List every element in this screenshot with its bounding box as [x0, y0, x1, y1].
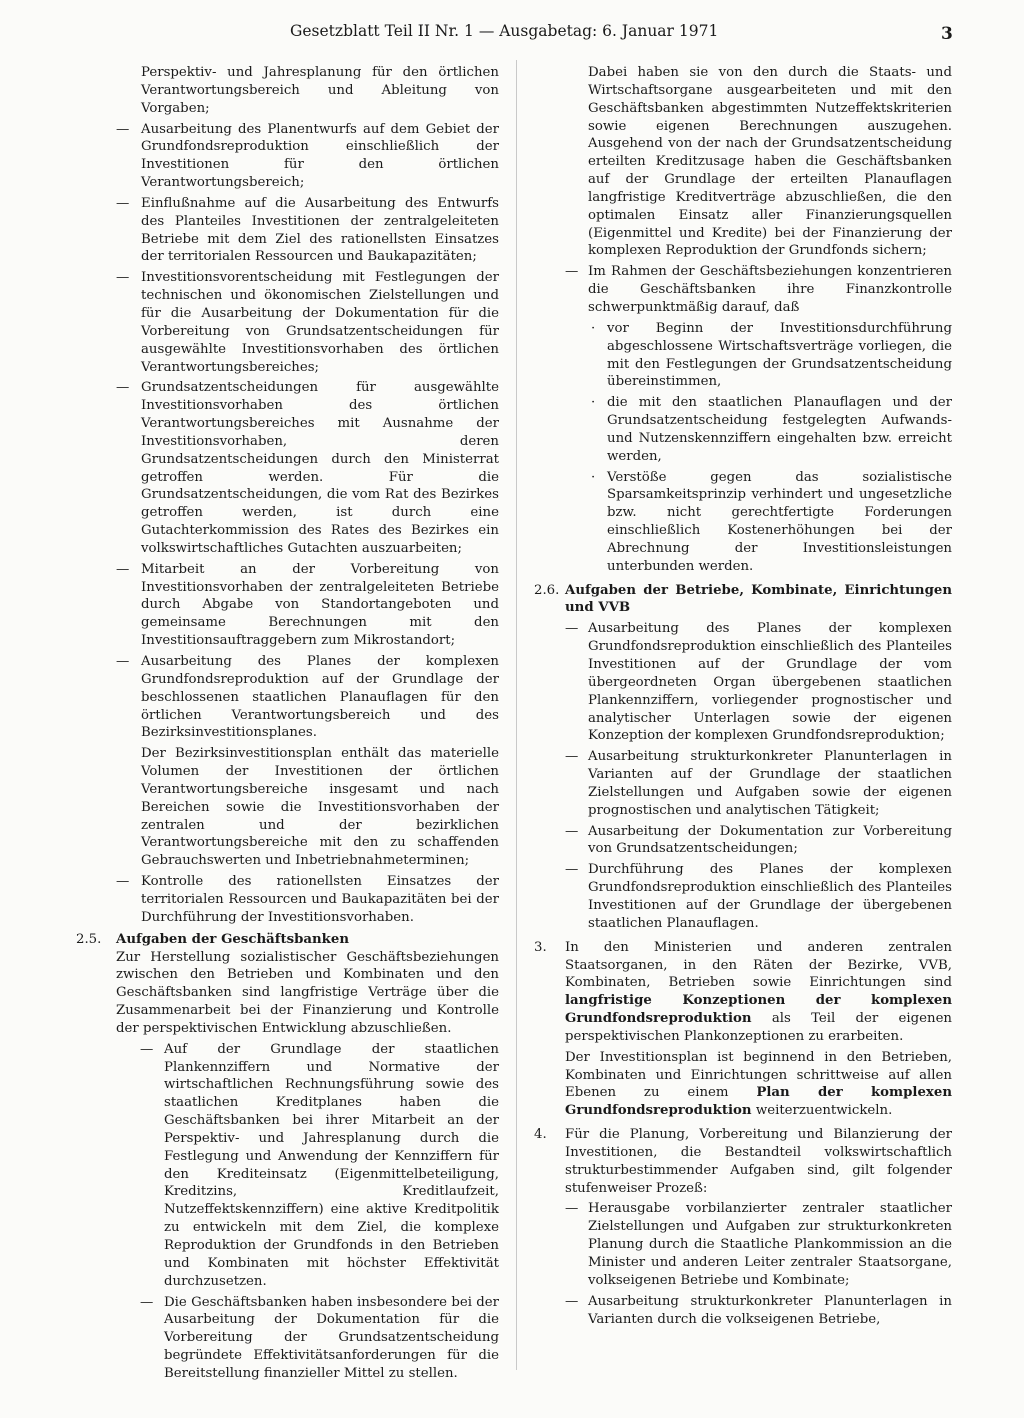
- section-number: 2.6.: [534, 582, 560, 598]
- dot-bullet: ·: [591, 395, 596, 411]
- dot-bullet: ·: [591, 469, 596, 485]
- bezirk-paragraph: Der Bezirksinvestitionsplan enthält das materielle Volumen der Investitionen der örtlichen Verantwortungsbereiche insgesamt und nach Bereichen sowie die Investitionsvorhaben der zentralen und der bezirklichen Verantwortungsbereiche mit den zu schaffenden Gebrauchswerten und Inbetriebnahmeterminen;: [141, 746, 499, 869]
- list-item: — Im Rahmen der Geschäftsbeziehungen konzentrieren die Geschäftsbanken ihre Finanzkontrolle schwerpunktmäßig darauf, daß: [565, 264, 952, 315]
- dash-bullet: —: [565, 621, 579, 637]
- dash-bullet: —: [140, 1294, 154, 1310]
- list-item: — Auf der Grundlage der staatlichen Plankennziffern und Normative der wirtschaftlichen Rechnungsführung sowie des staatlichen Kreditplanes haben die Geschäftsbanken bei ihrer Mitarbeit an der Perspektiv- und Jahresplanung durch die Festlegung und Anwendung der Kennziffern für den Krediteinsatz (Eigenmittelbeteiligung, Kreditzins, Kreditlaufzeit, Nutzeffektskennziffern) eine aktive Kreditpolitik zu entwickeln mit dem Ziel, die komplexe Reproduktion der Grundfonds in den Betrieben und Kombinaten mit höchster Effektivität durchzusetzen.: [140, 1041, 499, 1289]
- dash-bullet: —: [116, 874, 130, 890]
- list-item: — Grundsatzentscheidungen für ausgewählte Investitionsvorhaben des örtlichen Verantwortungsbereiches mit Ausnahme der Investitionsvorhaben, deren Grundsatzentscheidungen durch den Ministerrat getroffen werden. Für die Grundsatzentscheidungen, die vom Rat des Bezirkes getroffen werden, ist durch eine Gutachterkommission des Rates des Bezirkes ein volkswirtschaftliches Gutachten auszuarbeiten;: [116, 380, 499, 556]
- list-item: — Ausarbeitung der Dokumentation zur Vorbereitung von Grundsatzentscheidungen;: [565, 823, 952, 857]
- emphasis: langfristige Konzeptionen der komplexen Grundfondsreproduktion: [565, 993, 952, 1027]
- section-number: 4.: [534, 1127, 547, 1143]
- section-paragraph: Der Investitionsplan ist beginnend in den Betrieben, Kombinaten und Einrichtungen schrittweise auf allen Ebenen zu einem Plan der komplexen Grundfondsreproduktion weiterzuentwickeln.: [565, 1049, 952, 1119]
- section-3: [534, 939, 952, 1120]
- page-number: 3: [941, 24, 953, 44]
- list-item: — Durchführung des Planes der komplexen Grundfondsreproduktion einschließlich des Planteiles Investitionen auf der Grundlage der übergebenen staatlichen Planauflagen.: [565, 862, 952, 931]
- section-heading: Aufgaben der Betriebe, Kombinate, Einrichtungen und VVB: [565, 582, 952, 616]
- continuation-paragraph: Dabei haben sie von den durch die Staats- und Wirtschaftsorgane ausgearbeiteten und mit den Geschäftsbanken abgestimmten Nutzeffektskriterien sowie eigenen Berechnungen auszugehen. Ausgehend von der nach der Grundsatzentscheidung erteilten Kreditzusage haben die Geschäftsbanken auf der Grundlage der erteilten Planauflagen langfristige Kreditverträge abzuschließen, die den optimalen Einsatz aller Finanzierungsquellen (Eigenmittel und Kredite) bei der Finanzierung der komplexen Reproduktion der Grundfonds sichern;: [588, 65, 952, 259]
- emphasis: Plan der komplexen Grundfondsreproduktion: [565, 1085, 952, 1119]
- dash-bullet: —: [565, 1293, 579, 1309]
- dot-bullet: ·: [591, 320, 596, 336]
- dash-bullet: —: [565, 823, 579, 839]
- section-paragraph: In den Ministerien und anderen zentralen Staatsorganen, in den Räten der Bezirke, VVB, Kombinaten, Betrieben sowie Einrichtungen sind langfristige Konzeptionen der komplexen Grundfondsreproduktion als Teil der eigenen perspektivischen Plankonzeptionen zu erarbeiten.: [565, 939, 952, 1044]
- section-paragraph: Für die Planung, Vorbereitung und Bilanzierung der Investitionen, die Bestandteil volkswirtschaftlich strukturbestimmender Aufgaben sind, gilt folgender stufenweiser Prozeß:: [565, 1127, 952, 1196]
- section-paragraph: Zur Herstellung sozialistischer Geschäftsbeziehungen zwischen den Betrieben und Kombinaten und den Geschäftsbanken sind langfristige Verträge über die Zusammenarbeit bei der Finanzierung und Kontrolle der perspektivischen Entwicklung abzuschließen.: [116, 949, 499, 1036]
- list-item: — Herausgabe vorbilanzierter zentraler staatlicher Zielstellungen und Aufgaben zur strukturkonkreten Planung durch die Staatliche Plankommission an die Minister und anderen Leiter zentraler Staatsorgane, volkseigenen Betriebe und Kombinate;: [565, 1201, 952, 1288]
- dash-bullet: —: [116, 561, 130, 577]
- list-item: — Ausarbeitung strukturkonkreter Planunterlagen in Varianten auf der Grundlage der staatlichen Zielstellungen und Aufgaben sowie der eigenen prognostischen und analytischen Tätigkeit;: [565, 749, 952, 818]
- list-item: — Kontrolle des rationellsten Einsatzes der territorialen Ressourcen und Baukapazitäten bei der Durchführung der Investitionsvorhaben.: [116, 874, 499, 925]
- section-4: [534, 1126, 952, 1197]
- list-item: — Investitionsvorentscheidung mit Festlegungen der technischen und ökonomischen Zielstellungen und für die Ausarbeitung der Dokumentation für die Vorbereitung von Grundsatzentscheidungen für ausgewählte Investitionsvorhaben des örtlichen Verantwortungsbereiches;: [116, 270, 499, 375]
- list-item: — Ausarbeitung strukturkonkreter Planunterlagen in Varianten durch die volkseigenen Betriebe,: [565, 1293, 952, 1327]
- section-heading: Aufgaben der Geschäftsbanken: [116, 931, 350, 947]
- dash-bullet: —: [565, 264, 579, 280]
- dot-list-item: · vor Beginn der Investitionsdurchführung abgeschlossene Wirtschaftsverträge vorliegen, die mit den Festlegungen der Grundsatzentscheidung übereinstimmen,: [591, 320, 952, 390]
- continuation-paragraph: Perspektiv- und Jahresplanung für den örtlichen Verantwortungsbereich und Ableitung von Vorgaben;: [141, 65, 499, 116]
- dash-bullet: —: [140, 1041, 154, 1057]
- dash-bullet: —: [565, 749, 579, 765]
- dash-bullet: —: [116, 270, 130, 286]
- section-2-5: [76, 931, 499, 1383]
- dash-bullet: —: [116, 121, 130, 137]
- dash-bullet: —: [116, 195, 130, 211]
- dash-bullet: —: [116, 380, 130, 396]
- left-column: [76, 64, 499, 1386]
- section-number: 2.5.: [76, 931, 102, 947]
- list-item: — Ausarbeitung des Planes der komplexen Grundfondsreproduktion auf der Grundlage der beschlossenen staatlichen Planauflagen für den örtlichen Verantwortungsbereich und des Bezirksinvestitionsplanes.: [116, 654, 499, 741]
- section-2-6: [534, 582, 952, 618]
- dot-list-item: · die mit den staatlichen Planauflagen und der Grundsatzentscheidung festgelegten Aufwands- und Nutzenskennziffern eingehalten bzw. erreicht werden,: [591, 395, 952, 464]
- dash-bullet: —: [565, 862, 579, 878]
- dash-bullet: —: [116, 654, 130, 669]
- running-title: Gesetzblatt Teil II Nr. 1 — Ausgabetag: 6. Januar 1971: [290, 22, 719, 40]
- list-item: — Ausarbeitung des Planentwurfs auf dem Gebiet der Grundfondsreproduktion einschließlich der Investitionen für den örtlichen Verantwortungsbereich;: [116, 121, 499, 191]
- list-item: — Einflußnahme auf die Ausarbeitung des Entwurfs des Planteiles Investitionen der zentralgeleiteten Betriebe mit dem Ziel des rationellsten Einsatzes der territorialen Ressourcen und Baukapazitäten;: [116, 195, 499, 265]
- column-divider: [516, 60, 517, 1370]
- page-header: [0, 22, 1024, 52]
- list-item: — Die Geschäftsbanken haben insbesondere bei der Ausarbeitung der Dokumentation für die Vorbereitung der Grundsatzentscheidung begründete Effektivitätsanforderungen für die Bereitstellung finanzieller Mittel zu stellen.: [140, 1294, 499, 1381]
- dash-bullet: —: [565, 1201, 579, 1217]
- right-column: [534, 64, 952, 1331]
- list-item: — Ausarbeitung des Planes der komplexen Grundfondsreproduktion einschließlich des Planteiles Investitionen auf der Grundlage der vom übergeordneten Organ übergebenen staatlichen Plankennziffern, vorliegender prognostischer und analytischer Unterlagen sowie der eigenen Konzeption der komplexen Grundfondsreproduktion;: [565, 621, 952, 744]
- list-item: — Mitarbeit an der Vorbereitung von Investitionsvorhaben der zentralgeleiteten Betriebe durch Abgabe von Standortangeboten und gemeinsame Berechnungen mit den Investitionsauftraggebern zum Mikrostandort;: [116, 561, 499, 649]
- section-number: 3.: [534, 939, 547, 955]
- dot-list-item: · Verstöße gegen das sozialistische Sparsamkeitsprinzip verhindert und ungesetzliche bzw. nicht gerechtfertigte Forderungen einschließlich Kostenerhöhungen bei der Abrechnung der Investitionsleistungen unterbunden werden.: [591, 469, 952, 574]
